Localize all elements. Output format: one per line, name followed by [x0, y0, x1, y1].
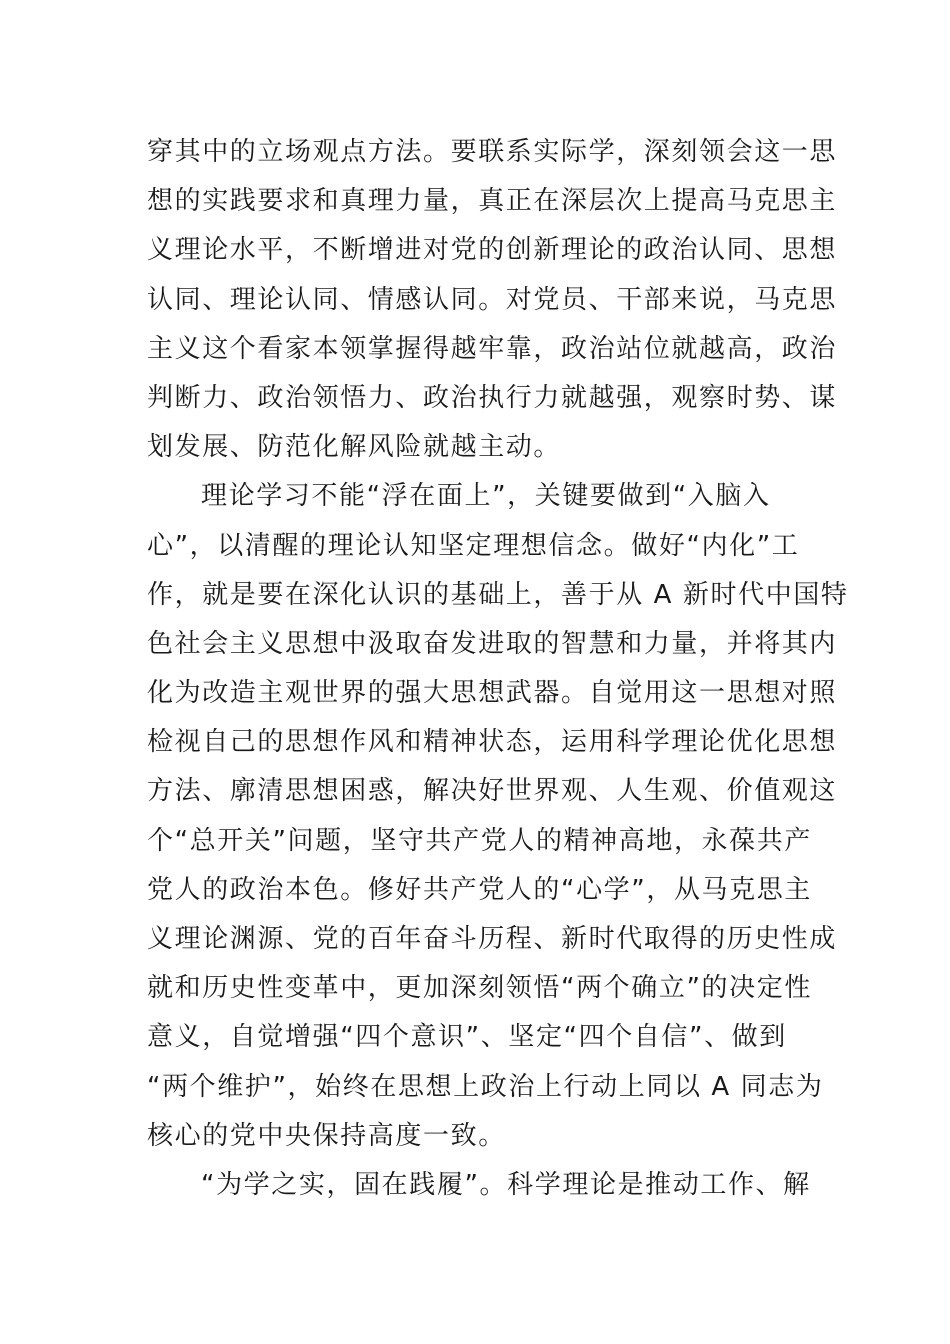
- text-line: 心”，以清醒的理论认知坚定理想信念。做好“内化”工: [147, 530, 800, 561]
- text-line: 化为改造主观世界的强大思想武器。自觉用这一思想对照: [147, 678, 838, 709]
- text-line: 想的实践要求和真理力量，真正在深层次上提高马克思主: [147, 186, 838, 217]
- text-line: “两个维护”，始终在思想上政治上行动上同以 A 同志为: [147, 1071, 824, 1102]
- text-line: 方法、廓清思想困惑，解决好世界观、人生观、价值观这: [147, 776, 838, 807]
- body-text: [147, 128, 849, 1210]
- text-line: 意义，自觉增强“四个意识”、坚定“四个自信”、做到: [147, 1022, 787, 1053]
- text-line: 作，就是要在深化认识的基础上，善于从 A 新时代中国特: [147, 579, 849, 610]
- paragraph-first-line: 理论学习不能“浮在面上”，关键要做到“入脑入: [201, 481, 771, 512]
- paragraph-first-line: “为学之实，固在践履”。科学理论是推动工作、解: [201, 1169, 811, 1200]
- text-line: 认同、理论认同、情感认同。对党员、干部来说，马克思: [147, 284, 838, 315]
- text-line: 判断力、政治领悟力、政治执行力就越强，观察时势、谋: [147, 382, 838, 413]
- text-line: 划发展、防范化解风险就越主动。: [147, 432, 562, 463]
- text-line: 主义这个看家本领掌握得越牢靠，政治站位就越高，政治: [147, 333, 838, 364]
- text-line: 核心的党中央保持高度一致。: [147, 1120, 506, 1151]
- text-line: 穿其中的立场观点方法。要联系实际学，深刻领会这一思: [147, 137, 838, 167]
- text-line: 检视自己的思想作风和精神状态，运用科学理论优化思想: [147, 727, 838, 758]
- text-line: 义理论水平，不断增进对党的创新理论的政治认同、思想: [147, 235, 838, 266]
- text-line: 个“总开关”问题，坚守共产党人的精神高地，永葆共产: [147, 825, 812, 856]
- text-line: 党人的政治本色。修好共产党人的“心学”，从马克思主: [147, 874, 812, 905]
- text-line: 义理论渊源、党的百年奋斗历程、新时代取得的历史性成: [147, 924, 838, 954]
- text-line: 就和历史性变革中，更加深刻领悟“两个确立”的决定性: [147, 973, 812, 1004]
- text-line: 色社会主义思想中汲取奋发进取的智慧和力量，并将其内: [147, 628, 838, 659]
